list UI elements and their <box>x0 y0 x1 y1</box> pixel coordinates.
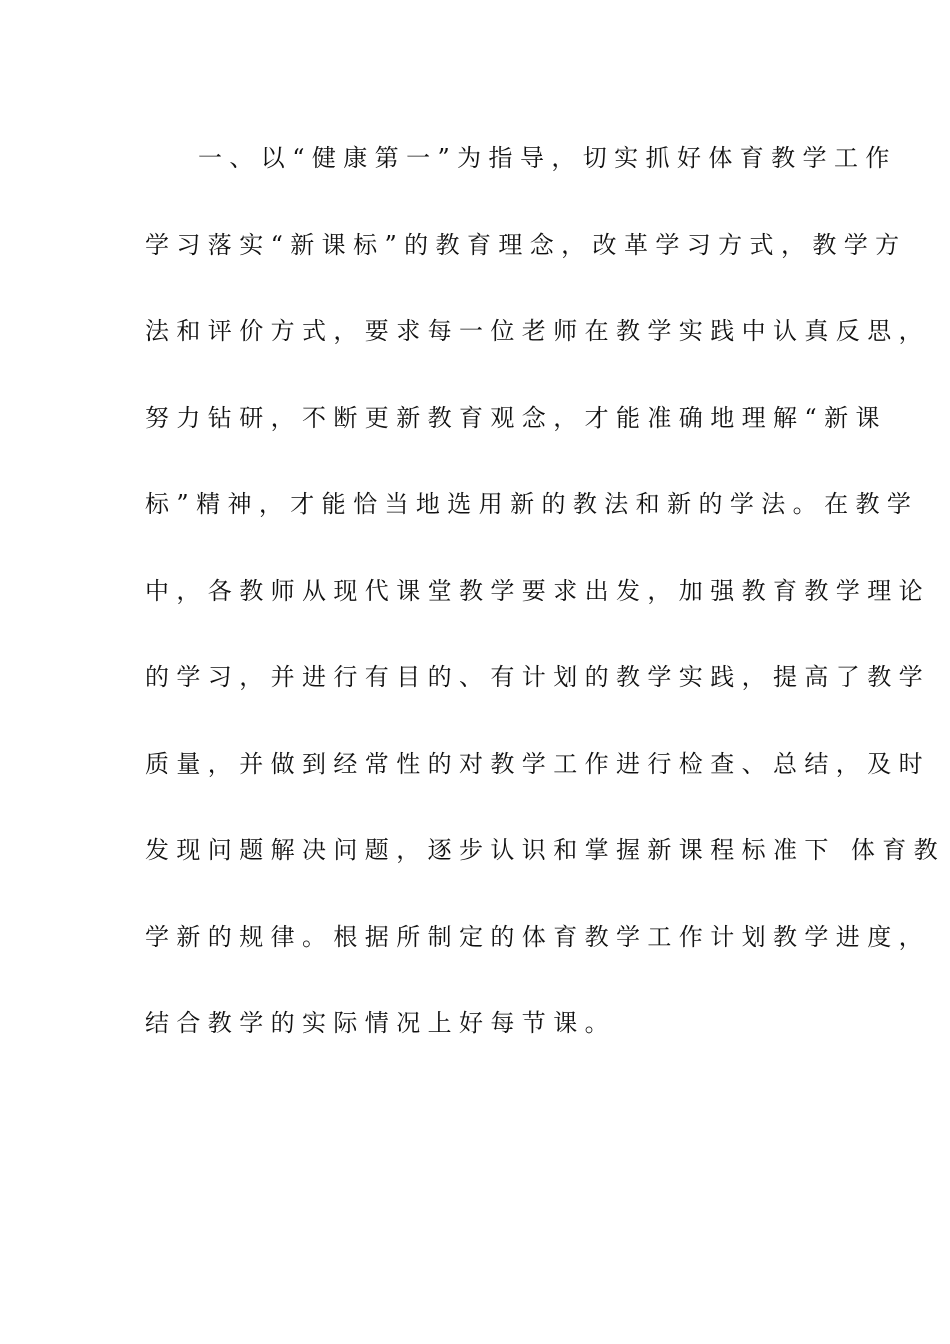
paragraph-line: 努力钻研，不断更新教育观念，才能准确地理解“新课 <box>145 403 887 432</box>
paragraph-line: 发现问题解决问题，逐步认识和掌握新课程标准下 体育教 <box>145 836 946 864</box>
body-paragraph <box>145 138 946 1090</box>
paragraph-line: 法和评价方式，要求每一位老师在教学实践中认真反思， <box>145 317 930 345</box>
paragraph-line: 结合教学的实际情况上好每节课。 <box>145 1009 616 1037</box>
paragraph-line: 学习落实“新课标”的教育理念，改革学习方式，教学方 <box>145 230 907 259</box>
paragraph-line: 质量，并做到经常性的对教学工作进行检查、总结，及时 <box>145 749 930 778</box>
paragraph-line: 标”精神，才能恰当地选用新的教法和新的学法。在教学 <box>145 490 919 518</box>
paragraph-line: 学新的规律。根据所制定的体育教学工作计划教学进度， <box>145 922 930 951</box>
paragraph-line: 一、以“健康第一”为指导，切实抓好体育教学工作 <box>198 144 897 172</box>
paragraph-line: 的学习，并进行有目的、有计划的教学实践，提高了教学 <box>145 663 930 691</box>
paragraph-line: 中，各教师从现代课堂教学要求出发，加强教育教学理论 <box>145 576 930 605</box>
